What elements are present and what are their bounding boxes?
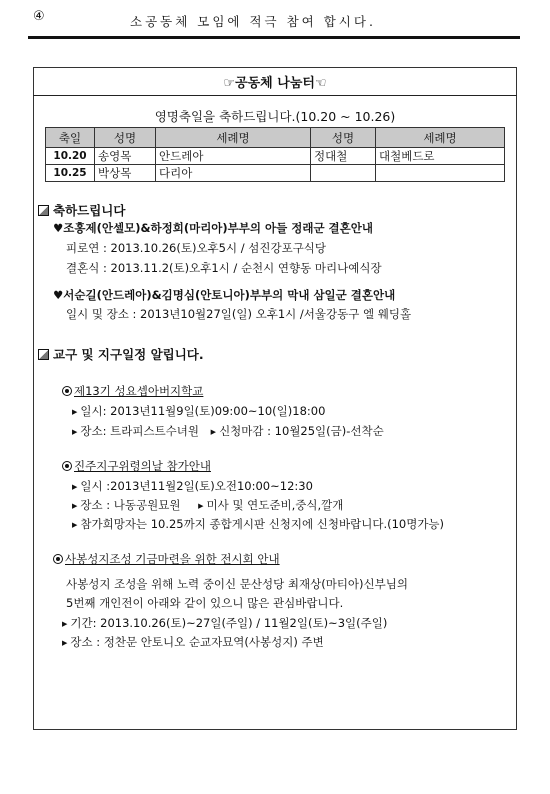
baptism-name: 다리아 xyxy=(156,165,311,182)
section-title: ☞공동체 나눔터☜ xyxy=(223,76,327,91)
person-name: 송영목 xyxy=(95,148,156,165)
triangle-bullet-icon: ▶ xyxy=(62,639,68,647)
triangle-bullet-icon: ▶ xyxy=(72,521,78,529)
bullet-circle-icon xyxy=(62,461,72,471)
col-header-baptism: 세례명 xyxy=(156,128,311,148)
feast-table xyxy=(45,127,505,182)
schedule-heading-text: 교구 및 지구일정 알립니다. xyxy=(53,347,204,362)
event2-notice: ▶ 참가희망자는 10.25까지 종합게시판 신청지에 신청바랍니다.(10명가능) xyxy=(72,517,445,531)
col-header-name: 성명 xyxy=(95,128,156,148)
congrats-heading-text: 축하드립니다 xyxy=(53,203,126,218)
event3-title xyxy=(53,551,280,567)
table-row xyxy=(46,165,505,182)
event1-title xyxy=(62,383,203,399)
triangle-bullet-icon: ▶ xyxy=(62,620,68,628)
wedding2-title: ♥서순길(안드레아)&김명심(안토니아)부부의 막내 삼일군 결혼안내 xyxy=(53,288,396,302)
col-header-date: 축일 xyxy=(46,128,95,148)
triangle-bullet-icon: ▶ xyxy=(210,428,217,436)
wedding1-ceremony: 결혼식 : 2013.11.2(토)오후1시 / 순천시 연향동 마리나예식장 xyxy=(66,261,382,275)
event3-desc1: 사봉성지 조성을 위해 노력 중이신 문산성당 최재상(마티아)신부님의 xyxy=(66,577,408,591)
event3-desc2: 5번째 개인전이 아래와 같이 있으니 많은 관심바랍니다. xyxy=(66,596,344,610)
header-rule xyxy=(28,36,520,39)
bullet-circle-icon xyxy=(53,554,63,564)
congrats-heading xyxy=(38,201,125,219)
event3-place: ▶ 장소 : 정찬문 안토니오 순교자묘역(사봉성지) 주변 xyxy=(62,635,324,649)
table-row xyxy=(46,148,505,165)
section-divider xyxy=(33,95,517,96)
triangle-bullet-icon: ▶ xyxy=(198,502,204,510)
baptism-name xyxy=(376,165,505,182)
wedding1-reception: 피로연 : 2013.10.26(토)오후5시 / 섬진강포구식당 xyxy=(66,241,327,255)
event1-datetime: ▶ 일시: 2013년11월9일(토)09:00~10(일)18:00 xyxy=(72,404,326,418)
page-number: ④ xyxy=(33,9,45,24)
feast-date: 10.25 xyxy=(46,165,95,182)
wedding1-title: ♥조홍제(안셀모)&하정희(마리아)부부의 아들 정래군 결혼안내 xyxy=(53,221,373,235)
bullet-circle-icon xyxy=(62,386,72,396)
person-name xyxy=(311,165,376,182)
event2-place: ▶ 장소 : 나동공원묘원 ▶ 미사 및 연도준비,중식,깔개 xyxy=(72,498,344,512)
person-name: 박상목 xyxy=(95,165,156,182)
event1-place: ▶ 장소: 트라피스트수녀원 ▶ 신청마감 : 10월25일(금)-선착순 xyxy=(72,424,384,438)
event2-datetime: ▶ 일시 :2013년11월2일(토)오전10:00~12:30 xyxy=(72,479,313,493)
baptism-name: 대철베드로 xyxy=(376,148,505,165)
event2-title-text: 진주지구위령의날 참가안내 xyxy=(74,459,211,473)
person-name: 정대철 xyxy=(311,148,376,165)
col-header-baptism: 세례명 xyxy=(376,128,505,148)
wedding2-details: 일시 및 장소 : 2013년10월27일(일) 오후1시 /서울강동구 엘 웨딩홀 xyxy=(66,307,412,321)
triangle-bullet-icon: ▶ xyxy=(72,483,78,491)
triangle-bullet-icon: ▶ xyxy=(72,428,78,436)
event3-title-text: 사봉성지조성 기금마련을 위한 전시회 안내 xyxy=(65,552,280,566)
table-header-row xyxy=(46,128,505,148)
event2-title xyxy=(62,458,211,474)
checkbox-square-icon xyxy=(38,205,49,216)
feast-date: 10.20 xyxy=(46,148,95,165)
schedule-heading xyxy=(38,345,204,363)
event3-period: ▶ 기간: 2013.10.26(토)~27일(주일) / 11월2일(토)~3일(주일) xyxy=(62,616,388,630)
triangle-bullet-icon: ▶ xyxy=(72,408,78,416)
event1-title-text: 제13기 성요셉아버지학교 xyxy=(74,384,204,398)
col-header-name: 성명 xyxy=(311,128,376,148)
header-slogan: 소공동체 모임에 적극 참여 합시다. xyxy=(130,14,376,29)
checkbox-square-icon xyxy=(38,349,49,360)
baptism-name: 안드레아 xyxy=(156,148,311,165)
triangle-bullet-icon: ▶ xyxy=(72,502,78,510)
feast-caption: 영명축일을 축하드립니다.(10.20 ~ 10.26) xyxy=(154,109,396,124)
